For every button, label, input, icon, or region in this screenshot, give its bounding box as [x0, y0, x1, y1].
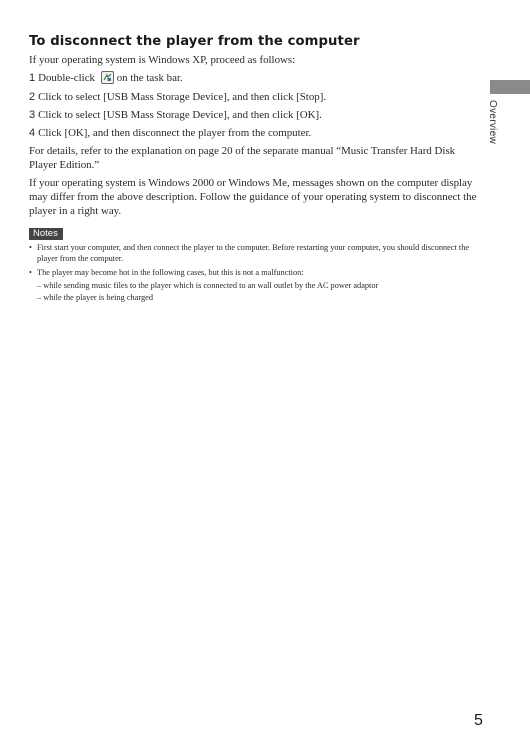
bullet: • [29, 268, 32, 277]
step-number: 4 [29, 127, 36, 139]
step-1 [29, 71, 481, 85]
bullet: • [29, 243, 32, 252]
step-number: 3 [29, 109, 36, 121]
page-number: 5 [474, 712, 483, 729]
section-heading: To disconnect the player from the computer [29, 34, 360, 49]
section-tab-marker [490, 80, 530, 94]
note-item [29, 242, 485, 264]
step-2 [29, 90, 481, 104]
step-number: 1 [29, 72, 36, 84]
notes-label: Notes [29, 228, 63, 240]
step-text-after: on the task bar. [116, 72, 183, 84]
step-3 [29, 108, 481, 122]
safely-remove-hardware-icon [101, 71, 114, 84]
note-text: First start your computer, and then connect the player to the computer. Before restarting your computer, you should disconnect the player from the computer. [37, 243, 470, 263]
sub-note-item: – while the player is being charged [37, 293, 153, 302]
note-item [29, 267, 485, 278]
step-text-before: Double-click [38, 72, 95, 84]
details-paragraph: For details, refer to the explanation on page 20 of the separate manual “Music Transfer Hard Disk Player Edition.” [29, 145, 456, 171]
step-text: Click to select [USB Mass Storage Device], and then click [OK]. [38, 109, 322, 121]
other-os-paragraph: If your operating system is Windows 2000 or Windows Me, messages shown on the computer display may differ from the above description. Follow the guidance of your operating system to disconnect the player in a right way. [29, 177, 477, 217]
intro-text: If your operating system is Windows XP, proceed as follows: [29, 54, 296, 66]
section-side-label: Overview [487, 100, 498, 145]
step-text: Click [OK], and then disconnect the player from the computer. [38, 127, 312, 139]
note-text: The player may become hot in the following cases, but this is not a malfunction: [37, 268, 304, 277]
step-4 [29, 126, 481, 140]
step-number: 2 [29, 91, 36, 103]
sub-note-item: – while sending music files to the player which is connected to an wall outlet by the AC power adaptor [37, 281, 379, 290]
step-text: Click to select [USB Mass Storage Device], and then click [Stop]. [38, 91, 327, 103]
